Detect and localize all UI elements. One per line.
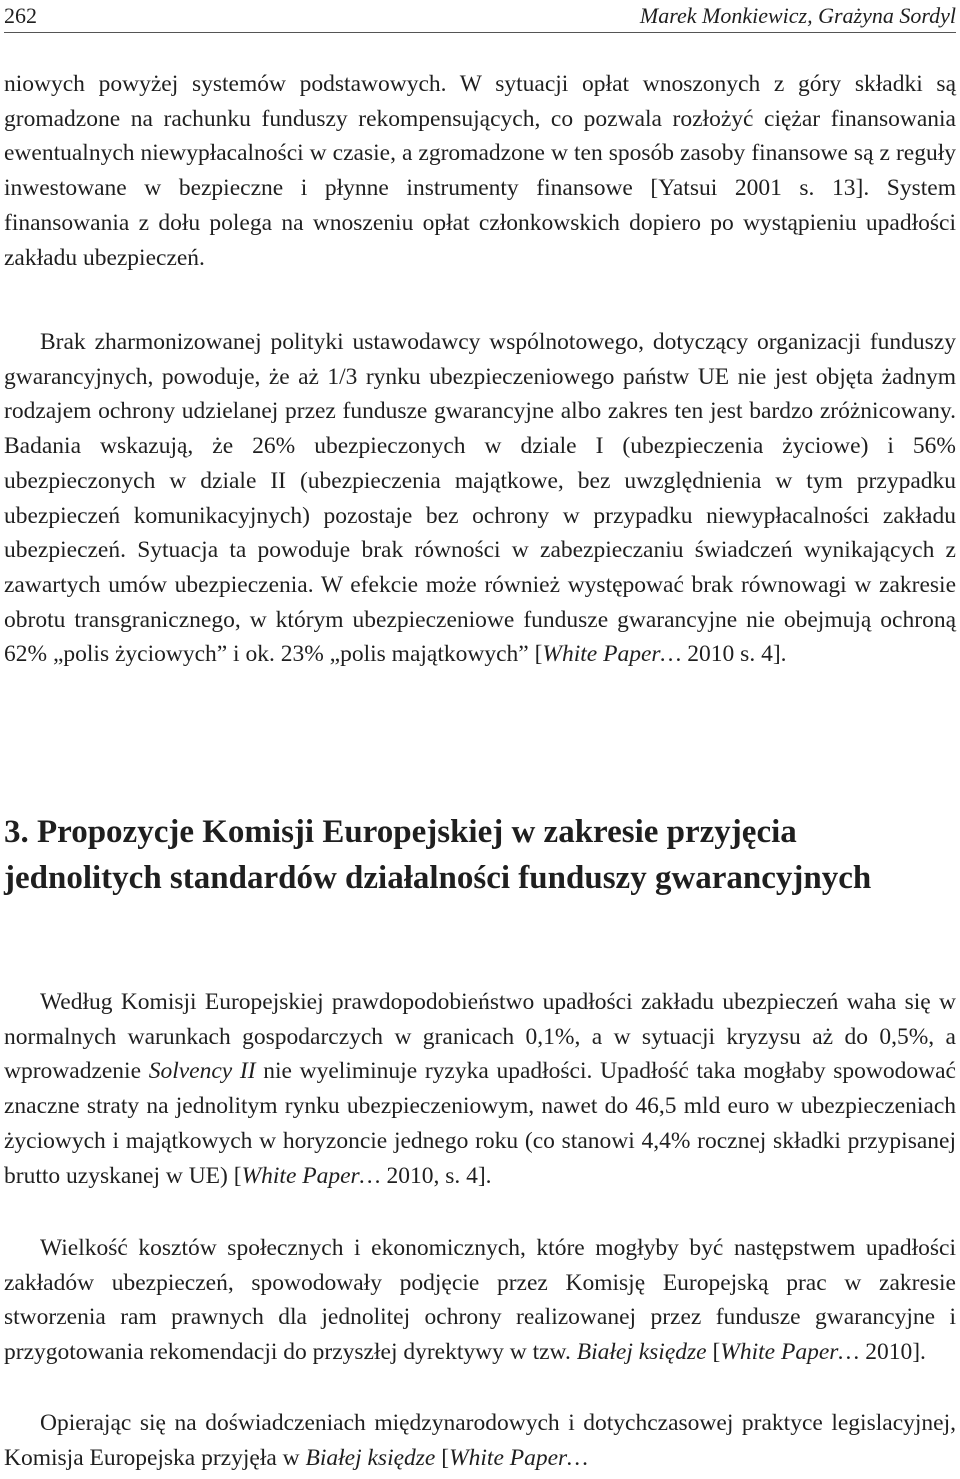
citation-ref: White Paper… bbox=[542, 641, 682, 668]
section-number: 3. bbox=[4, 814, 29, 850]
section-title: Propozycje Komisji Europejskiej w zakresie przyjęcia jednolitych standardów działalności funduszy gwarancyjnych bbox=[4, 814, 872, 896]
paragraph-text: [ bbox=[435, 1444, 450, 1471]
section-heading bbox=[4, 810, 944, 901]
page-header bbox=[4, 0, 956, 33]
paragraph-text: Opierając się na doświadczeniach międzynarodowych i dotychczasowej praktyce legislacyjnej, Komisja Europejska przyjęła w bbox=[4, 1410, 956, 1471]
paragraph-text: [ bbox=[706, 1339, 721, 1366]
paragraph-text: 2010 s. 4]. bbox=[681, 641, 787, 668]
citation-ref: White Paper… bbox=[449, 1444, 589, 1471]
paragraph-text: 2010, s. 4]. bbox=[380, 1162, 492, 1189]
running-head: Marek Monkiewicz, Grażyna Sordyl bbox=[639, 3, 956, 28]
paragraph-text: Wielkość kosztów społecznych i ekonomicznych, które mogłyby być następstwem upadłości zakładów ubezpieczeń, spowodowały podjęcie przez Komisję Europejską prac w zakresie stworzenia ram prawnych dla jednolitej ochrony realizowanej przez fundusze gwarancyjne i przygotowania rekomendacji do przyszłej dyrektywy w tzw. bbox=[4, 1235, 956, 1366]
italic-term: Białej księdze bbox=[576, 1339, 707, 1366]
paragraph-experience bbox=[4, 1406, 956, 1475]
paragraph-harmonization bbox=[4, 325, 956, 672]
citation-ref: White Paper… bbox=[241, 1162, 381, 1189]
page-number: 262 bbox=[4, 3, 37, 28]
paragraph-text: Brak zharmonizowanej polityki ustawodawcy wspólnotowego, dotyczący organizacji funduszy gwarancyjnych, powoduje, że aż 1/3 rynku ubezpieczeniowego państw UE nie jest objęta żadnym rodzajem ochrony udzielanej przez fundusze gwarancyjne albo zakres ten jest bardzo zróżnicowany. Badania wskazują, że 26% ubezpieczonych w dziale I (ubezpieczenia życiowe) i 56% ubezpieczonych w dziale II (ubezpieczenia majątkowe, bez uwzględnienia w tym przypadku ubezpieczeń komunikacyjnych) pozostaje bez ochrony w przypadku niewypłacalności zakładu ubezpieczeń. Sytuacja ta powoduje brak równości w zabezpieczaniu świadczeń wynikających z zawartych umów ubezpieczenia. W efekcie może również występować brak równowagi w zakresie obrotu transgranicznego, w którym ubezpieczeniowe fundusze gwarancyjne nie obejmują ochroną 62% „polis życiowych” i ok. 23% „polis majątkowych” [ bbox=[4, 329, 956, 668]
citation-ref: White Paper… bbox=[720, 1339, 860, 1366]
paragraph-costs bbox=[4, 1231, 956, 1370]
paragraph-text: Według Komisji Europejskiej prawdopodobieństwo upadłości zakładu ubezpieczeń waha się w normalnych warunkach gospodarczych w granicach 0,1%, a w sytuacji kryzysu aż do 0,5%, a wprowadzenie bbox=[4, 989, 956, 1085]
paragraph-text: niowych powyżej systemów podstawowych. W sytuacji opłat wnoszonych z góry składki są gromadzone na rachunku funduszy rekompensujących, co pozwala rozłożyć ciężar finansowania ewentualnych niewypłacalności w czasie, a zgromadzone w ten sposób zasoby finansowe są z reguły inwestowane w bezpieczne i płynne instrumenty finansowe [Yatsui 2001 s. 13]. System finansowania z dołu polega na wnoszeniu opłat członkowskich dopiero po wystąpieniu upadłości zakładu ubezpieczeń. bbox=[4, 71, 956, 271]
paragraph-text: nie wyeliminuje ryzyka upadłości. Upadłość taka mogłaby spowodować znaczne straty na jednolitym rynku ubezpieczeniowym, nawet do 46,5 mld euro w ubezpieczeniach życiowych i majątkowych w horyzoncie jednego roku (co stanowi 4,4% rocznej składki przypisanej brutto uzyskanej w UE) [ bbox=[4, 1058, 956, 1189]
paragraph-text: 2010]. bbox=[859, 1339, 926, 1366]
italic-term: Solvency II bbox=[148, 1058, 256, 1085]
paragraph-commission bbox=[4, 985, 956, 1193]
italic-term: Białej księdze bbox=[305, 1444, 436, 1471]
paragraph-continued bbox=[4, 67, 956, 275]
